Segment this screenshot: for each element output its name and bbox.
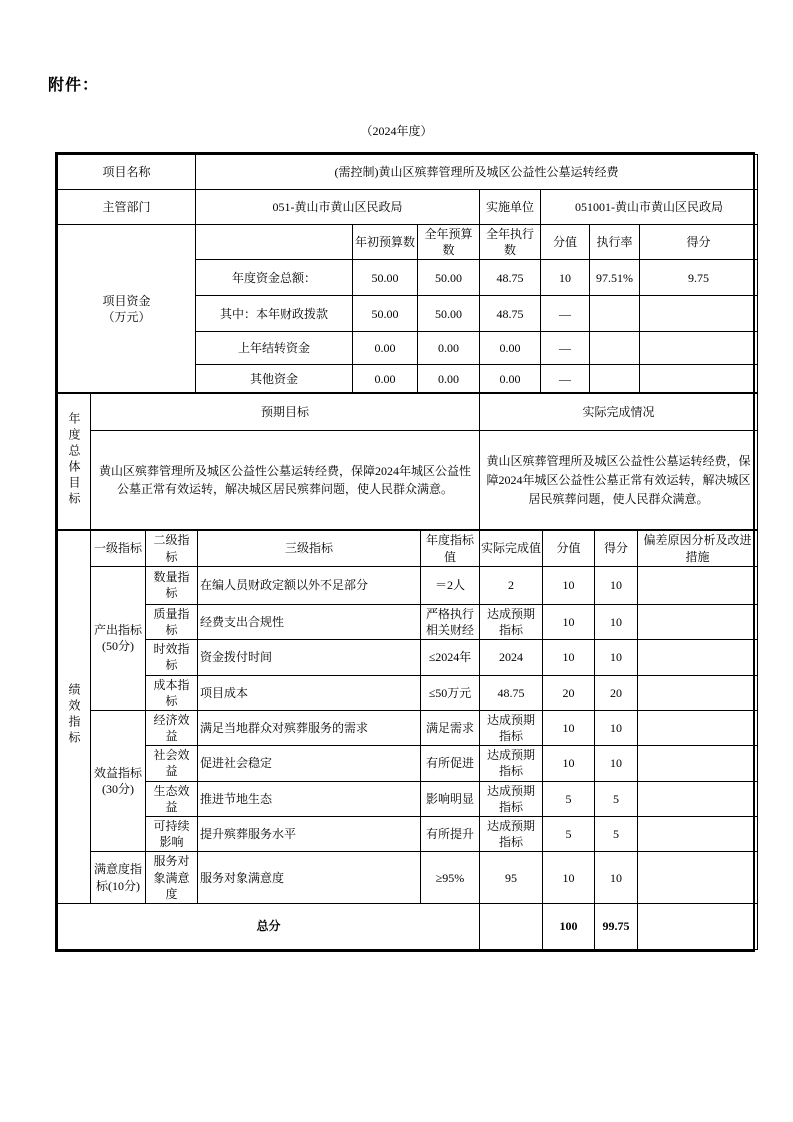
- year-subtitle: （2024年度）: [360, 124, 433, 138]
- funding-header-initial: 年初预算数: [353, 225, 418, 260]
- perf-level2: 社会效益: [146, 746, 198, 781]
- perf-score-value: 10: [543, 746, 595, 781]
- perf-level2: 经济效益: [146, 710, 198, 745]
- perf-target: 满足需求: [421, 710, 480, 745]
- perf-row: [58, 817, 758, 852]
- perf-score-value: 5: [543, 817, 595, 852]
- perf-row: [58, 781, 758, 816]
- funding-score: [640, 365, 758, 393]
- total-score: 99.75: [595, 903, 638, 949]
- perf-level1-output: 产出指标(50分): [91, 566, 146, 710]
- funding-row-label: 其他资金: [196, 365, 353, 393]
- funding-header-score-value: 分值: [541, 225, 590, 260]
- total-label: 总分: [58, 903, 480, 949]
- perf-deviation: [638, 640, 758, 675]
- dept-value: 051-黄山市黄山区民政局: [196, 190, 480, 225]
- perf-level2: 可持续影响: [146, 817, 198, 852]
- goal-actual-header: 实际完成情况: [480, 394, 758, 431]
- perf-score-value: 10: [543, 710, 595, 745]
- perf-actual: 达成预期指标: [480, 746, 543, 781]
- funding-header-blank: [196, 225, 353, 260]
- funding-score: 9.75: [640, 260, 758, 296]
- perf-score-value: 20: [543, 675, 595, 710]
- perf-row: [58, 746, 758, 781]
- perf-score: 20: [595, 675, 638, 710]
- project-funding-table: [57, 154, 758, 393]
- perf-score: 5: [595, 781, 638, 816]
- goal-content-row: [58, 431, 758, 530]
- perf-header-level2: 二级指标: [146, 531, 198, 566]
- funding-row-label: 年度资金总额：: [196, 260, 353, 296]
- perf-deviation: [638, 710, 758, 745]
- funding-exec-rate: 97.51%: [590, 260, 640, 296]
- perf-target: ≤50万元: [421, 675, 480, 710]
- perf-level2: 时效指标: [146, 640, 198, 675]
- perf-actual: 95: [480, 852, 543, 904]
- perf-target: 有所提升: [421, 817, 480, 852]
- funding-score-value: —: [541, 365, 590, 393]
- perf-actual: 达成预期指标: [480, 710, 543, 745]
- funding-annual: 50.00: [418, 296, 480, 332]
- perf-level3: 促进社会稳定: [198, 746, 421, 781]
- total-score-value: 100: [543, 903, 595, 949]
- perf-section-label-text: 绩效指标: [67, 683, 81, 748]
- funding-section-label-line1: 项目资金: [102, 293, 151, 308]
- funding-executed: 48.75: [480, 260, 541, 296]
- funding-initial: 0.00: [353, 365, 418, 393]
- perf-level1-satisfaction: 满意度指标(10分): [91, 852, 146, 904]
- total-actual: [480, 903, 543, 949]
- funding-annual: 0.00: [418, 332, 480, 365]
- funding-initial: 50.00: [353, 296, 418, 332]
- perf-score: 5: [595, 817, 638, 852]
- annual-goal-table: [57, 393, 758, 530]
- total-row: [58, 903, 758, 949]
- perf-row: [58, 852, 758, 904]
- perf-score-value: 10: [543, 566, 595, 604]
- perf-target: 影响明显: [421, 781, 480, 816]
- funding-initial: 50.00: [353, 260, 418, 296]
- funding-section-label: [58, 225, 196, 393]
- funding-initial: 0.00: [353, 332, 418, 365]
- perf-target: ≤2024年: [421, 640, 480, 675]
- performance-table: [57, 530, 758, 950]
- goal-section-label: [58, 394, 91, 530]
- perf-level3: 满足当地群众对殡葬服务的需求: [198, 710, 421, 745]
- funding-score-value: —: [541, 332, 590, 365]
- perf-header-row: [58, 531, 758, 566]
- perf-level3: 在编人员财政定额以外不足部分: [198, 566, 421, 604]
- perf-target: ＝2人: [421, 566, 480, 604]
- perf-level2: 成本指标: [146, 675, 198, 710]
- perf-header-deviation: 偏差原因分析及改进措施: [638, 531, 758, 566]
- unit-value: 051001-黄山市黄山区民政局: [541, 190, 758, 225]
- perf-section-label: [58, 531, 91, 904]
- perf-deviation: [638, 675, 758, 710]
- perf-actual: 48.75: [480, 675, 543, 710]
- project-name-label: 项目名称: [58, 155, 196, 190]
- attachment-label: 附件：: [48, 77, 100, 94]
- perf-level3: 推进节地生态: [198, 781, 421, 816]
- perf-header-actual: 实际完成值: [480, 531, 543, 566]
- funding-row-label: 上年结转资金: [196, 332, 353, 365]
- perf-level3: 项目成本: [198, 675, 421, 710]
- funding-score: [640, 332, 758, 365]
- perf-row: [58, 604, 758, 639]
- perf-score: 10: [595, 746, 638, 781]
- evaluation-sheet: [55, 152, 755, 952]
- funding-header-executed: 全年执行数: [480, 225, 541, 260]
- perf-target: 有所促进: [421, 746, 480, 781]
- funding-score-value: —: [541, 296, 590, 332]
- perf-header-level3: 三级指标: [198, 531, 421, 566]
- funding-exec-rate: [590, 296, 640, 332]
- goal-header-row: [58, 394, 758, 431]
- perf-level2: 生态效益: [146, 781, 198, 816]
- unit-label: 实施单位: [480, 190, 541, 225]
- total-deviation: [638, 903, 758, 949]
- perf-score-value: 10: [543, 604, 595, 639]
- funding-score-value: 10: [541, 260, 590, 296]
- perf-actual: 达成预期指标: [480, 817, 543, 852]
- perf-deviation: [638, 566, 758, 604]
- project-name-row: [58, 155, 758, 190]
- funding-header-row: [58, 225, 758, 260]
- funding-exec-rate: [590, 365, 640, 393]
- perf-header-target: 年度指标值: [421, 531, 480, 566]
- perf-score: 10: [595, 640, 638, 675]
- goal-expected-header: 预期目标: [91, 394, 480, 431]
- goal-section-label-text: 年度总体目标: [67, 411, 81, 508]
- perf-actual: 达成预期指标: [480, 604, 543, 639]
- perf-score-value: 10: [543, 852, 595, 904]
- department-row: [58, 190, 758, 225]
- perf-level2: 服务对象满意度: [146, 852, 198, 904]
- funding-header-score: 得分: [640, 225, 758, 260]
- funding-executed: 0.00: [480, 365, 541, 393]
- perf-score: 10: [595, 852, 638, 904]
- perf-level3: 经费支出合规性: [198, 604, 421, 639]
- perf-score: 10: [595, 604, 638, 639]
- perf-level3: 服务对象满意度: [198, 852, 421, 904]
- perf-deviation: [638, 852, 758, 904]
- perf-level3: 资金拨付时间: [198, 640, 421, 675]
- goal-actual-text: 黄山区殡葬管理所及城区公益性公墓运转经费，保障2024年城区公益性公墓正常有效运转，解决城区居民殡葬问题，使人民群众满意。: [480, 431, 758, 530]
- perf-score: 10: [595, 566, 638, 604]
- perf-row: [58, 710, 758, 745]
- perf-target: ≥95%: [421, 852, 480, 904]
- project-name-value: (需控制)黄山区殡葬管理所及城区公益性公墓运转经费: [196, 155, 758, 190]
- funding-executed: 48.75: [480, 296, 541, 332]
- funding-header-annual: 全年预算数: [418, 225, 480, 260]
- perf-actual: 2: [480, 566, 543, 604]
- funding-annual: 0.00: [418, 365, 480, 393]
- perf-deviation: [638, 781, 758, 816]
- funding-executed: 0.00: [480, 332, 541, 365]
- perf-actual: 达成预期指标: [480, 781, 543, 816]
- funding-score: [640, 296, 758, 332]
- perf-row: [58, 675, 758, 710]
- perf-row: [58, 640, 758, 675]
- perf-score-value: 5: [543, 781, 595, 816]
- funding-row-label: 其中：本年财政拨款: [196, 296, 353, 332]
- perf-row: [58, 566, 758, 604]
- perf-score-value: 10: [543, 640, 595, 675]
- funding-header-exec-rate: 执行率: [590, 225, 640, 260]
- perf-target: 严格执行相关财经: [421, 604, 480, 639]
- perf-level1-benefit: 效益指标(30分): [91, 710, 146, 852]
- perf-level2: 质量指标: [146, 604, 198, 639]
- dept-label: 主管部门: [58, 190, 196, 225]
- perf-deviation: [638, 746, 758, 781]
- goal-expected-text: 黄山区殡葬管理所及城区公益性公墓运转经费，保障2024年城区公益性公墓正常有效运转，解决城区居民殡葬问题，使人民群众满意。: [91, 431, 480, 530]
- funding-section-label-line2: （万元）: [102, 309, 151, 324]
- perf-header-score: 得分: [595, 531, 638, 566]
- perf-header-score-value: 分值: [543, 531, 595, 566]
- funding-annual: 50.00: [418, 260, 480, 296]
- perf-level3: 提升殡葬服务水平: [198, 817, 421, 852]
- funding-exec-rate: [590, 332, 640, 365]
- perf-actual: 2024: [480, 640, 543, 675]
- perf-level2: 数量指标: [146, 566, 198, 604]
- perf-score: 10: [595, 710, 638, 745]
- perf-deviation: [638, 817, 758, 852]
- perf-header-level1: 一级指标: [91, 531, 146, 566]
- perf-deviation: [638, 604, 758, 639]
